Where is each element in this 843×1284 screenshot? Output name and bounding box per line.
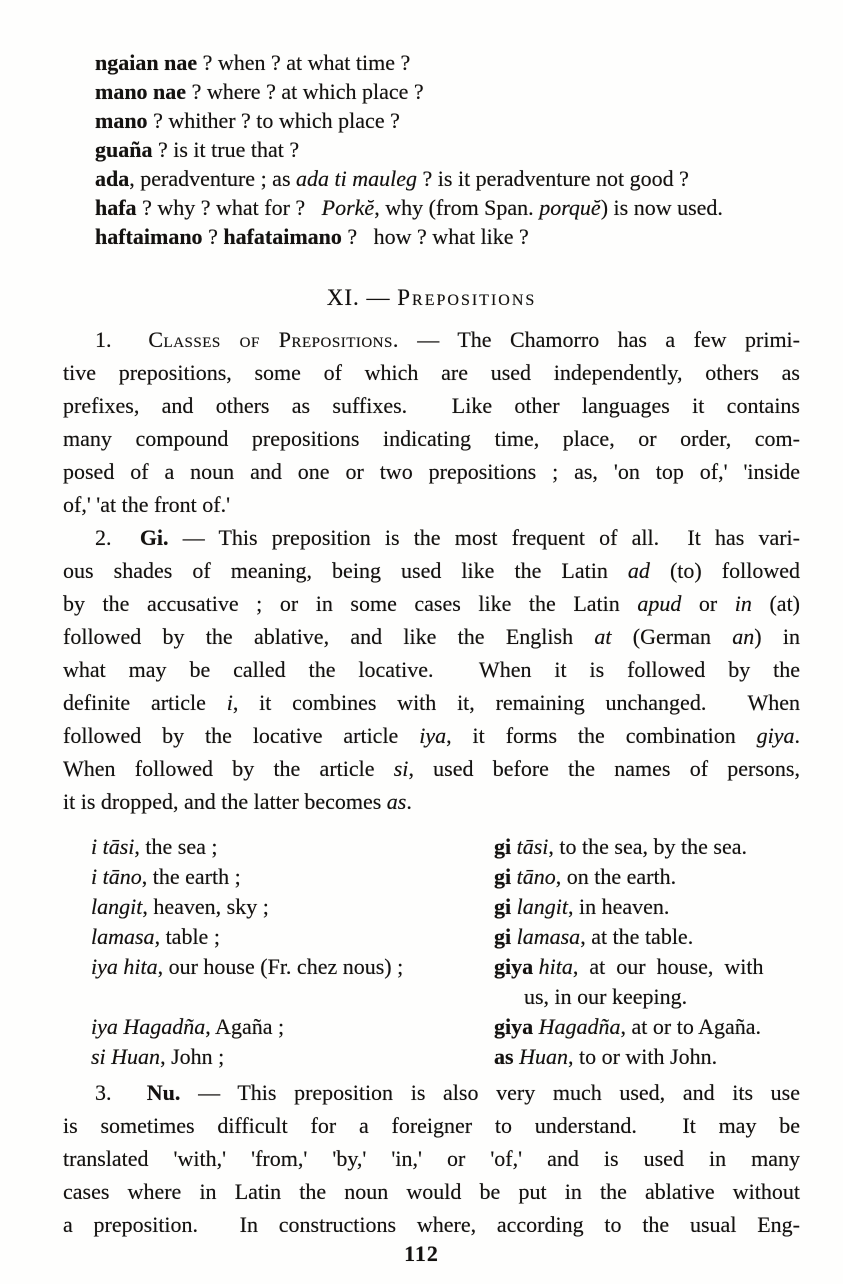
paragraph-nu <box>63 1076 800 1241</box>
paragraph-line: 3. Nu. — This preposition is also very much used, and its use <box>95 1080 800 1105</box>
paragraph-line: prefixes, and others as suffixes. Like other languages it contains <box>63 393 800 418</box>
example-source-line: langit, heaven, sky ; <box>91 894 269 919</box>
paragraph-line: followed by the ablative, and like the English at (German an) in <box>63 624 800 649</box>
paragraph-line: by the accusative ; or in some cases like the Latin apud or in (at) <box>63 591 801 616</box>
example-source-line <box>91 982 494 1012</box>
paragraph-line: 1. Classes of Prepositions. — The Chamorro has a few primi- <box>95 327 800 352</box>
example-source-line: i tāsi, the sea ; <box>91 834 218 859</box>
example-translation-line: gi lamasa, at the table. <box>494 924 694 949</box>
example-translation-line: as Huan, to or with John. <box>494 1044 718 1069</box>
question-word-line: mano ? whither ? to which place ? <box>95 108 400 133</box>
paragraph-line: 2. Gi. — This preposition is the most frequent of all. It has vari- <box>95 525 800 550</box>
paragraph-classes-of-prepositions <box>63 323 800 521</box>
paragraph-line: a preposition. In constructions where, according to the usual Eng- <box>63 1212 800 1237</box>
example-source-line: si Huan, John ; <box>91 1044 225 1069</box>
question-word-line: hafa ? why ? what for ? Porkĕ, why (from Span. porquĕ) is now used. <box>95 195 723 220</box>
paragraph-line: of,' 'at the front of.' <box>63 492 231 517</box>
examples-right-column <box>494 832 800 1072</box>
paragraph-line: When followed by the article si, used before the names of persons, <box>63 756 800 781</box>
paragraph-line: what may be called the locative. When it is followed by the <box>63 657 800 682</box>
paragraph-line: definite article i, it combines with it, remaining unchanged. When <box>63 690 800 715</box>
section-heading <box>63 281 800 315</box>
examples-two-column <box>63 832 800 1072</box>
paragraph-line: cases where in Latin the noun would be put in the ablative without <box>63 1179 800 1204</box>
example-translation-line: gi tāsi, to the sea, by the sea. <box>494 834 747 859</box>
question-word-line: haftaimano ? hafataimano ? how ? what like ? <box>95 224 529 249</box>
paragraph-gi <box>63 521 800 818</box>
example-translation-line: gi langit, in heaven. <box>494 894 670 919</box>
question-words-list <box>95 48 800 251</box>
example-translation-line: gi tāno, on the earth. <box>494 864 677 889</box>
page-number: 112 <box>404 1241 439 1266</box>
example-translation-line: giya Hagadña, at or to Agaña. <box>494 1014 762 1039</box>
example-source-line: iya hita, our house (Fr. chez nous) ; <box>91 954 404 979</box>
question-word-line: mano nae ? where ? at which place ? <box>95 79 424 104</box>
example-source-line: i tāno, the earth ; <box>91 864 241 889</box>
paragraph-line: ous shades of meaning, being used like the Latin ad (to) followed <box>63 558 801 583</box>
question-word-line: ngaian nae ? when ? at what time ? <box>95 50 411 75</box>
question-word-line: guaña ? is it true that ? <box>95 137 300 162</box>
example-source-line: lamasa, table ; <box>91 924 220 949</box>
example-source-line: iya Hagadña, Agaña ; <box>91 1014 285 1039</box>
paragraph-line: translated 'with,' 'from,' 'by,' 'in,' or 'of,' and is used in many <box>63 1146 800 1171</box>
paragraph-line: it is dropped, and the latter becomes as. <box>63 789 412 814</box>
paragraph-line: is sometimes difficult for a foreigner to understand. It may be <box>63 1113 800 1138</box>
example-translation-line: us, in our keeping. <box>524 984 688 1009</box>
paragraph-line: many compound prepositions indicating time, place, or order, com- <box>63 426 800 451</box>
paragraph-line: tive prepositions, some of which are used independently, others as <box>63 360 800 385</box>
examples-left-column <box>63 832 494 1072</box>
section-number: XI. — <box>326 285 398 310</box>
paragraph-line: posed of a noun and one or two prepositions ; as, 'on top of,' 'inside <box>63 459 800 484</box>
paragraph-line: followed by the locative article iya, it forms the combination giya. <box>63 723 801 748</box>
example-translation-line: giya hita, at our house, with <box>494 954 764 979</box>
question-word-line: ada, peradventure ; as ada ti mauleg ? is it peradventure not good ? <box>95 166 689 191</box>
section-title: Prepositions <box>397 285 537 310</box>
